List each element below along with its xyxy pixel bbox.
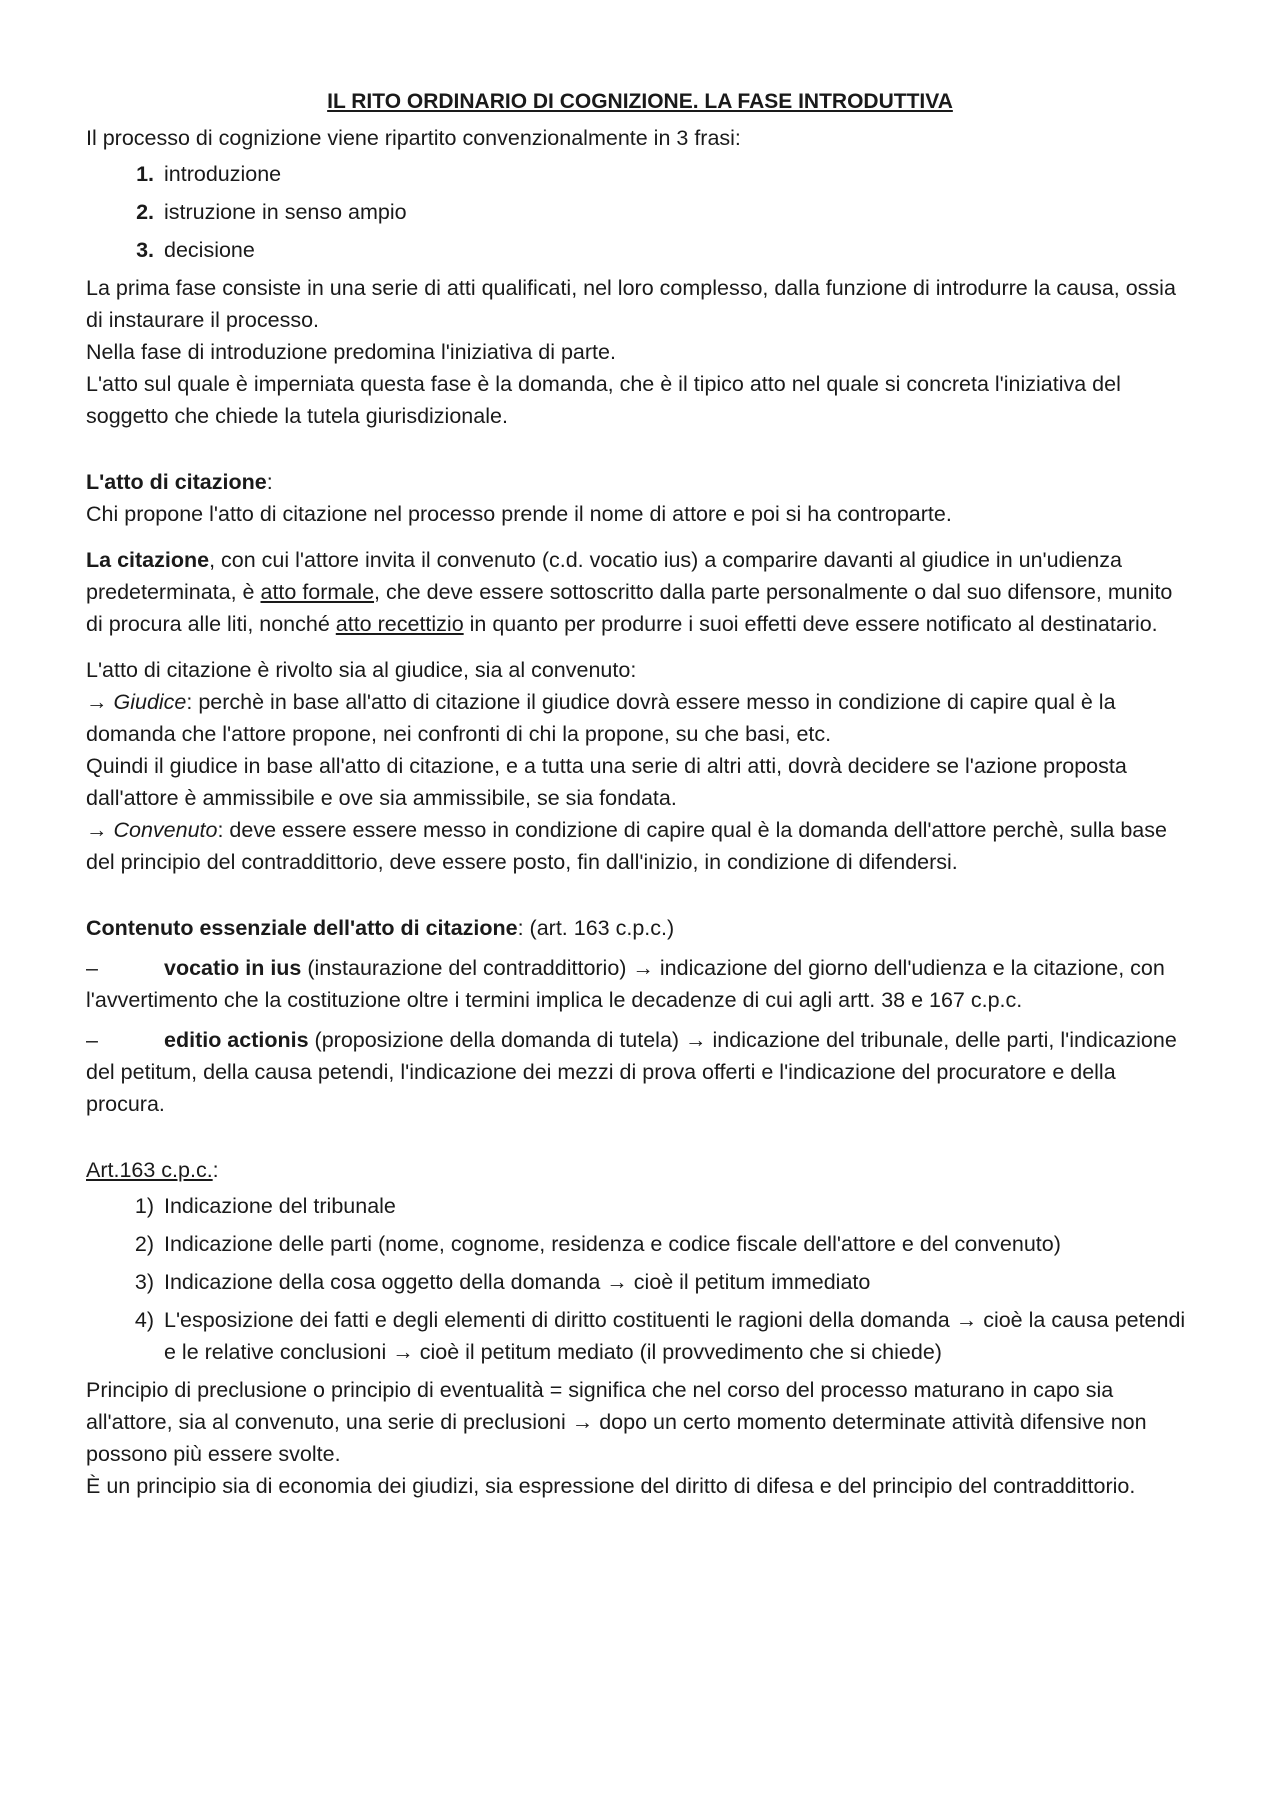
paragraph-iniziativa: Nella fase di introduzione predomina l'iniziativa di parte.: [86, 340, 616, 364]
section-heading-contenuto: Contenuto essenziale dell'atto di citazione: (art. 163 c.p.c.): [86, 916, 675, 940]
art163-list: [86, 1190, 1194, 1368]
list-item: 1. introduzione: [136, 162, 282, 186]
paragraph-giudice: → Giudice: perchè in base all'atto di citazione il giudice dovrà essere messo in condizione di capire qual è la domanda che l'attore propone, nei confronti di chi la propone, su che basi, etc.: [86, 690, 1116, 746]
section-heading-citazione: L'atto di citazione:: [86, 470, 273, 494]
list-item: 2) Indicazione delle parti (nome, cognome, residenza e codice fiscale dell'attore e del convenuto): [134, 1232, 1061, 1256]
list-item: 1) Indicazione del tribunale: [134, 1194, 396, 1218]
paragraph-preclusione: Principio di preclusione o principio di eventualità = significa che nel corso del processo maturano in capo sia all'attore, sia al convenuto, una serie di preclusioni → dopo un certo momento determinate attività difensive non possono più essere svolte.: [86, 1378, 1147, 1466]
paragraph-convenuto: → Convenuto: deve essere essere messo in condizione di capire qual è la domanda dell'attore perchè, sulla base del principio del contraddittorio, deve essere posto, fin dall'inizio, in condizione di difendersi.: [86, 818, 1167, 874]
item-editio: – editio actionis (proposizione della domanda di tutela) → indicazione del tribunale, delle parti, l'indicazione del petitum, della causa petendi, l'indicazione dei mezzi di prova offerti e l'indicazione del procuratore e della procura.: [86, 1028, 1177, 1116]
list-item: 3. decisione: [136, 238, 255, 262]
paragraph-domanda: L'atto sul quale è imperniata questa fase è la domanda, che è il tipico atto nel quale si concreta l'iniziativa del soggetto che chiede la tutela giurisdizionale.: [86, 372, 1121, 428]
intro-text: Il processo di cognizione viene ripartito convenzionalmente in 3 frasi:: [86, 126, 741, 150]
item-vocatio: – vocatio in ius (instaurazione del contraddittorio) → indicazione del giorno dell'udienza e la citazione, con l'avvertimento che la costituzione oltre i termini implica le decadenze di cui agli artt. 38 e 167 c.p.c.: [86, 956, 1165, 1012]
section-heading-art163: Art.163 c.p.c.:: [86, 1158, 219, 1182]
list-item: 3) Indicazione della cosa oggetto della domanda → cioè il petitum immediato: [134, 1270, 871, 1294]
list-item: 2. istruzione in senso ampio: [136, 200, 407, 224]
paragraph-citazione: Chi propone l'atto di citazione nel processo prende il nome di attore e poi si ha controparte.: [86, 502, 952, 526]
paragraph-economia: È un principio sia di economia dei giudizi, sia espressione del diritto di difesa e del principio del contraddittorio.: [86, 1474, 1136, 1498]
document-title: IL RITO ORDINARIO DI COGNIZIONE. LA FASE INTRODUTTIVA: [327, 90, 953, 113]
paragraph-prima-fase: La prima fase consiste in una serie di atti qualificati, nel loro complesso, dalla funzione di introdurre la causa, ossia di instaurare il processo.: [86, 276, 1176, 332]
paragraph-la-citazione: La citazione, con cui l'attore invita il convenuto (c.d. vocatio ius) a comparire davanti al giudice in un'udienza predeterminata, è atto formale, che deve essere sottoscritto dalla parte personalmente o dal suo difensore, munito di procura alle liti, nonché atto recettizio in quanto per produrre i suoi effetti deve essere notificato al destinatario.: [86, 548, 1173, 636]
paragraph-quindi: Quindi il giudice in base all'atto di citazione, e a tutta una serie di altri atti, dovrà decidere se l'azione proposta dall'attore è ammissibile e ove sia ammissibile, se sia fondata.: [86, 754, 1127, 810]
list-item: 4) L'esposizione dei fatti e degli elementi di diritto costituenti le ragioni della domanda → cioè la causa petendi e le relative conclusioni → cioè il petitum mediato (il provvedimento che si chiede): [134, 1308, 1186, 1364]
paragraph-rivolto: L'atto di citazione è rivolto sia al giudice, sia al convenuto:: [86, 658, 637, 682]
phases-list: [86, 158, 1194, 266]
